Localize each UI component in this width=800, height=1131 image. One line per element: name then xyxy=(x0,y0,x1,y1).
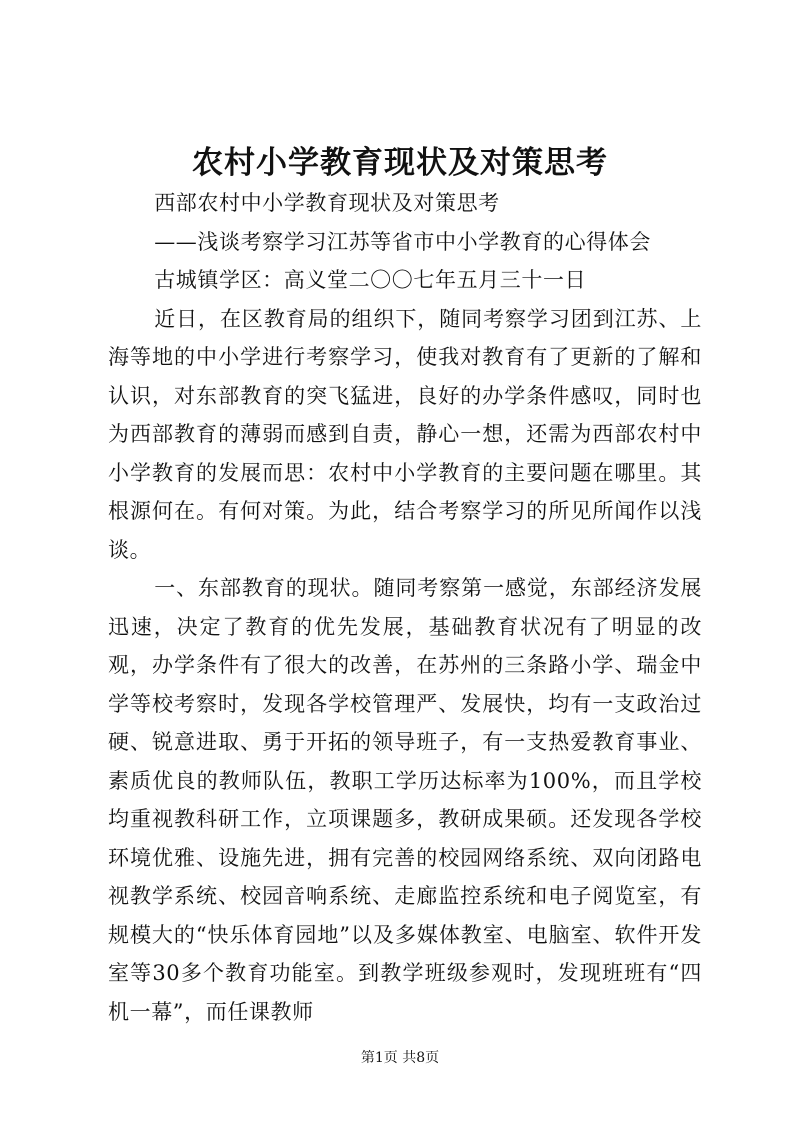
subheading-paragraph: ——浅谈考察学习江苏等省市中小学教育的心得体会 xyxy=(154,229,651,254)
section-one-paragraph: 一、东部教育的现状。随同考察第一感觉，东部经济发展迅速，决定了教育的优先发展，基础教育状况有了明显的改观，办学条件有了很大的改善，在苏州的三条路小学、瑞金中学等校考察时，发现各学校管理严、发展快，均有一支政治过硬、锐意进取、勇于开拓的领导班子，有一支热爱教育事业、素质优良的教师队伍，教职工学历达标率为100%，而且学校均重视教科研工作，立项课题多，教研成果硕。还发现各学校环境优雅、设施先进，拥有完善的校园网络系统、双向闭路电视教学系统、校园音响系统、走廊监控系统和电子阅览室，有规模大的“快乐体育园地”以及多媒体教室、电脑室、软件开发室等30多个教育功能室。到教学班级参观时，发现班班有“四机一幕”，而任课教师 xyxy=(108,576,702,1024)
document-title: 农村小学教育现状及对策思考 xyxy=(192,145,608,181)
document-body xyxy=(108,184,702,1031)
subtitle-paragraph: 西部农村中小学教育现状及对策思考 xyxy=(154,191,500,215)
intro-paragraph: 近日，在区教育局的组织下，随同考察学习团到江苏、上海等地的中小学进行考察学习，使我对教育有了更新的了解和认识，对东部教育的突飞猛进，良好的办学条件感叹，同时也为西部教育的薄弱而感到自责，静心一想，还需为西部农村中小学教育的发展而思：农村中小学教育的主要问题在哪里。其根源何在。有何对策。为此，结合考察学习的所见所闻作以浅谈。 xyxy=(108,306,702,562)
author-date-paragraph: 古城镇学区：高义堂二〇〇七年五月三十一日 xyxy=(154,268,587,292)
page-number-footer: 第1页 共8页 xyxy=(360,1050,440,1066)
